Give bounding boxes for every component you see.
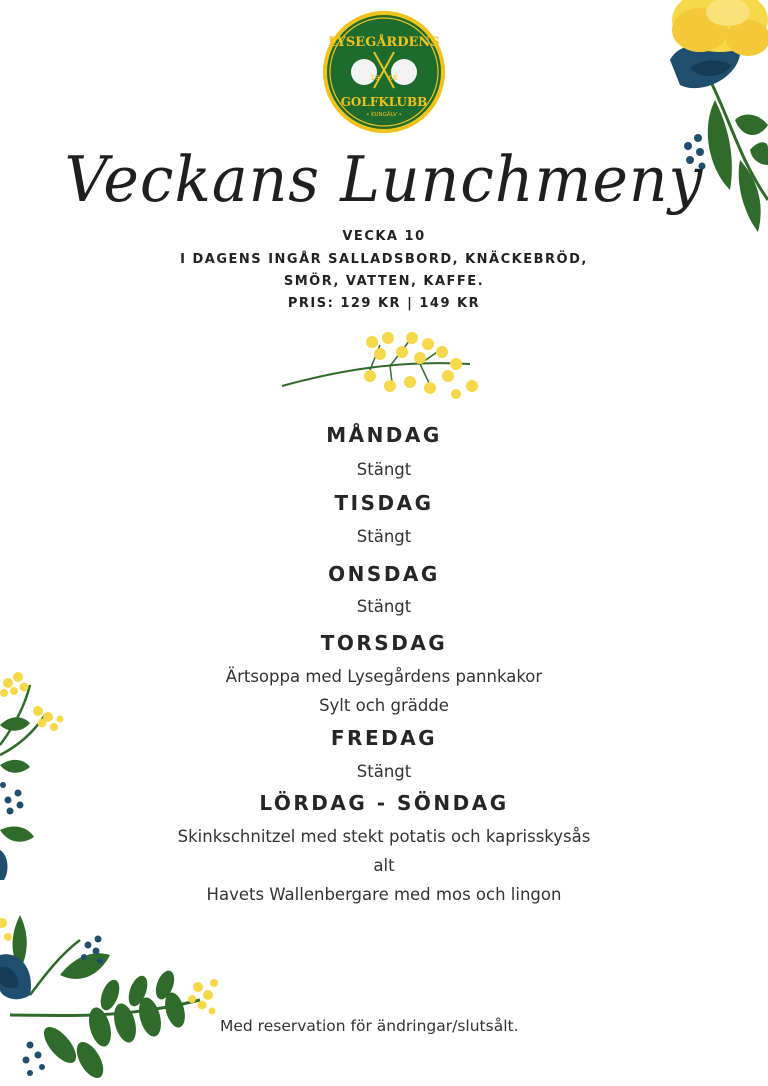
- price-label: PRIS: 129 KR | 149 KR: [287, 296, 481, 311]
- flower-sprig-divider: [280, 330, 480, 400]
- floral-decoration-bottom-left: [0, 895, 230, 1086]
- page-title: Veckans Lunchmeny: [64, 143, 704, 217]
- weekend-dish-1: Skinkschnitzel med stekt potatis och kaprisskysås: [177, 827, 591, 846]
- day-heading-wednesday: ONSDAG: [328, 562, 440, 586]
- day-heading-weekend: LÖRDAG - SÖNDAG: [259, 791, 509, 815]
- day-heading-friday: FREDAG: [330, 726, 438, 750]
- logo-year-left: 19: [370, 74, 380, 82]
- golf-club-logo: [322, 10, 446, 134]
- logo-top-text: LYSEGÅRDENS: [328, 35, 440, 50]
- thursday-dish-1: Ärtsoppa med Lysegårdens pannkakor: [225, 667, 543, 686]
- day-heading-monday: MÅNDAG: [326, 423, 442, 447]
- friday-dish: Stängt: [356, 762, 412, 781]
- footer-note: Med reservation för ändringar/slutsålt.: [220, 1017, 519, 1035]
- day-heading-tuesday: TISDAG: [334, 491, 434, 515]
- week-label: VECKA 10: [342, 229, 426, 244]
- includes-line-1: I DAGENS INGÅR SALLADSBORD, KNÄCKEBRÖD,: [180, 252, 588, 267]
- weekend-dish-alt: alt: [373, 856, 395, 875]
- monday-dish: Stängt: [356, 460, 412, 479]
- logo-bottom-text: GOLFKLUBB: [340, 95, 428, 109]
- includes-line-2: SMÖR, VATTEN, KAFFE.: [283, 274, 485, 289]
- weekend-dish-2: Havets Wallenbergare med mos och lingon: [206, 885, 562, 904]
- day-heading-thursday: TORSDAG: [320, 631, 448, 655]
- logo-year-right: 66: [388, 74, 398, 82]
- tuesday-dish: Stängt: [356, 527, 412, 546]
- wednesday-dish: Stängt: [356, 597, 412, 616]
- thursday-dish-2: Sylt och grädde: [319, 696, 449, 715]
- logo-sub-text: • KUNGÄLV •: [366, 112, 402, 118]
